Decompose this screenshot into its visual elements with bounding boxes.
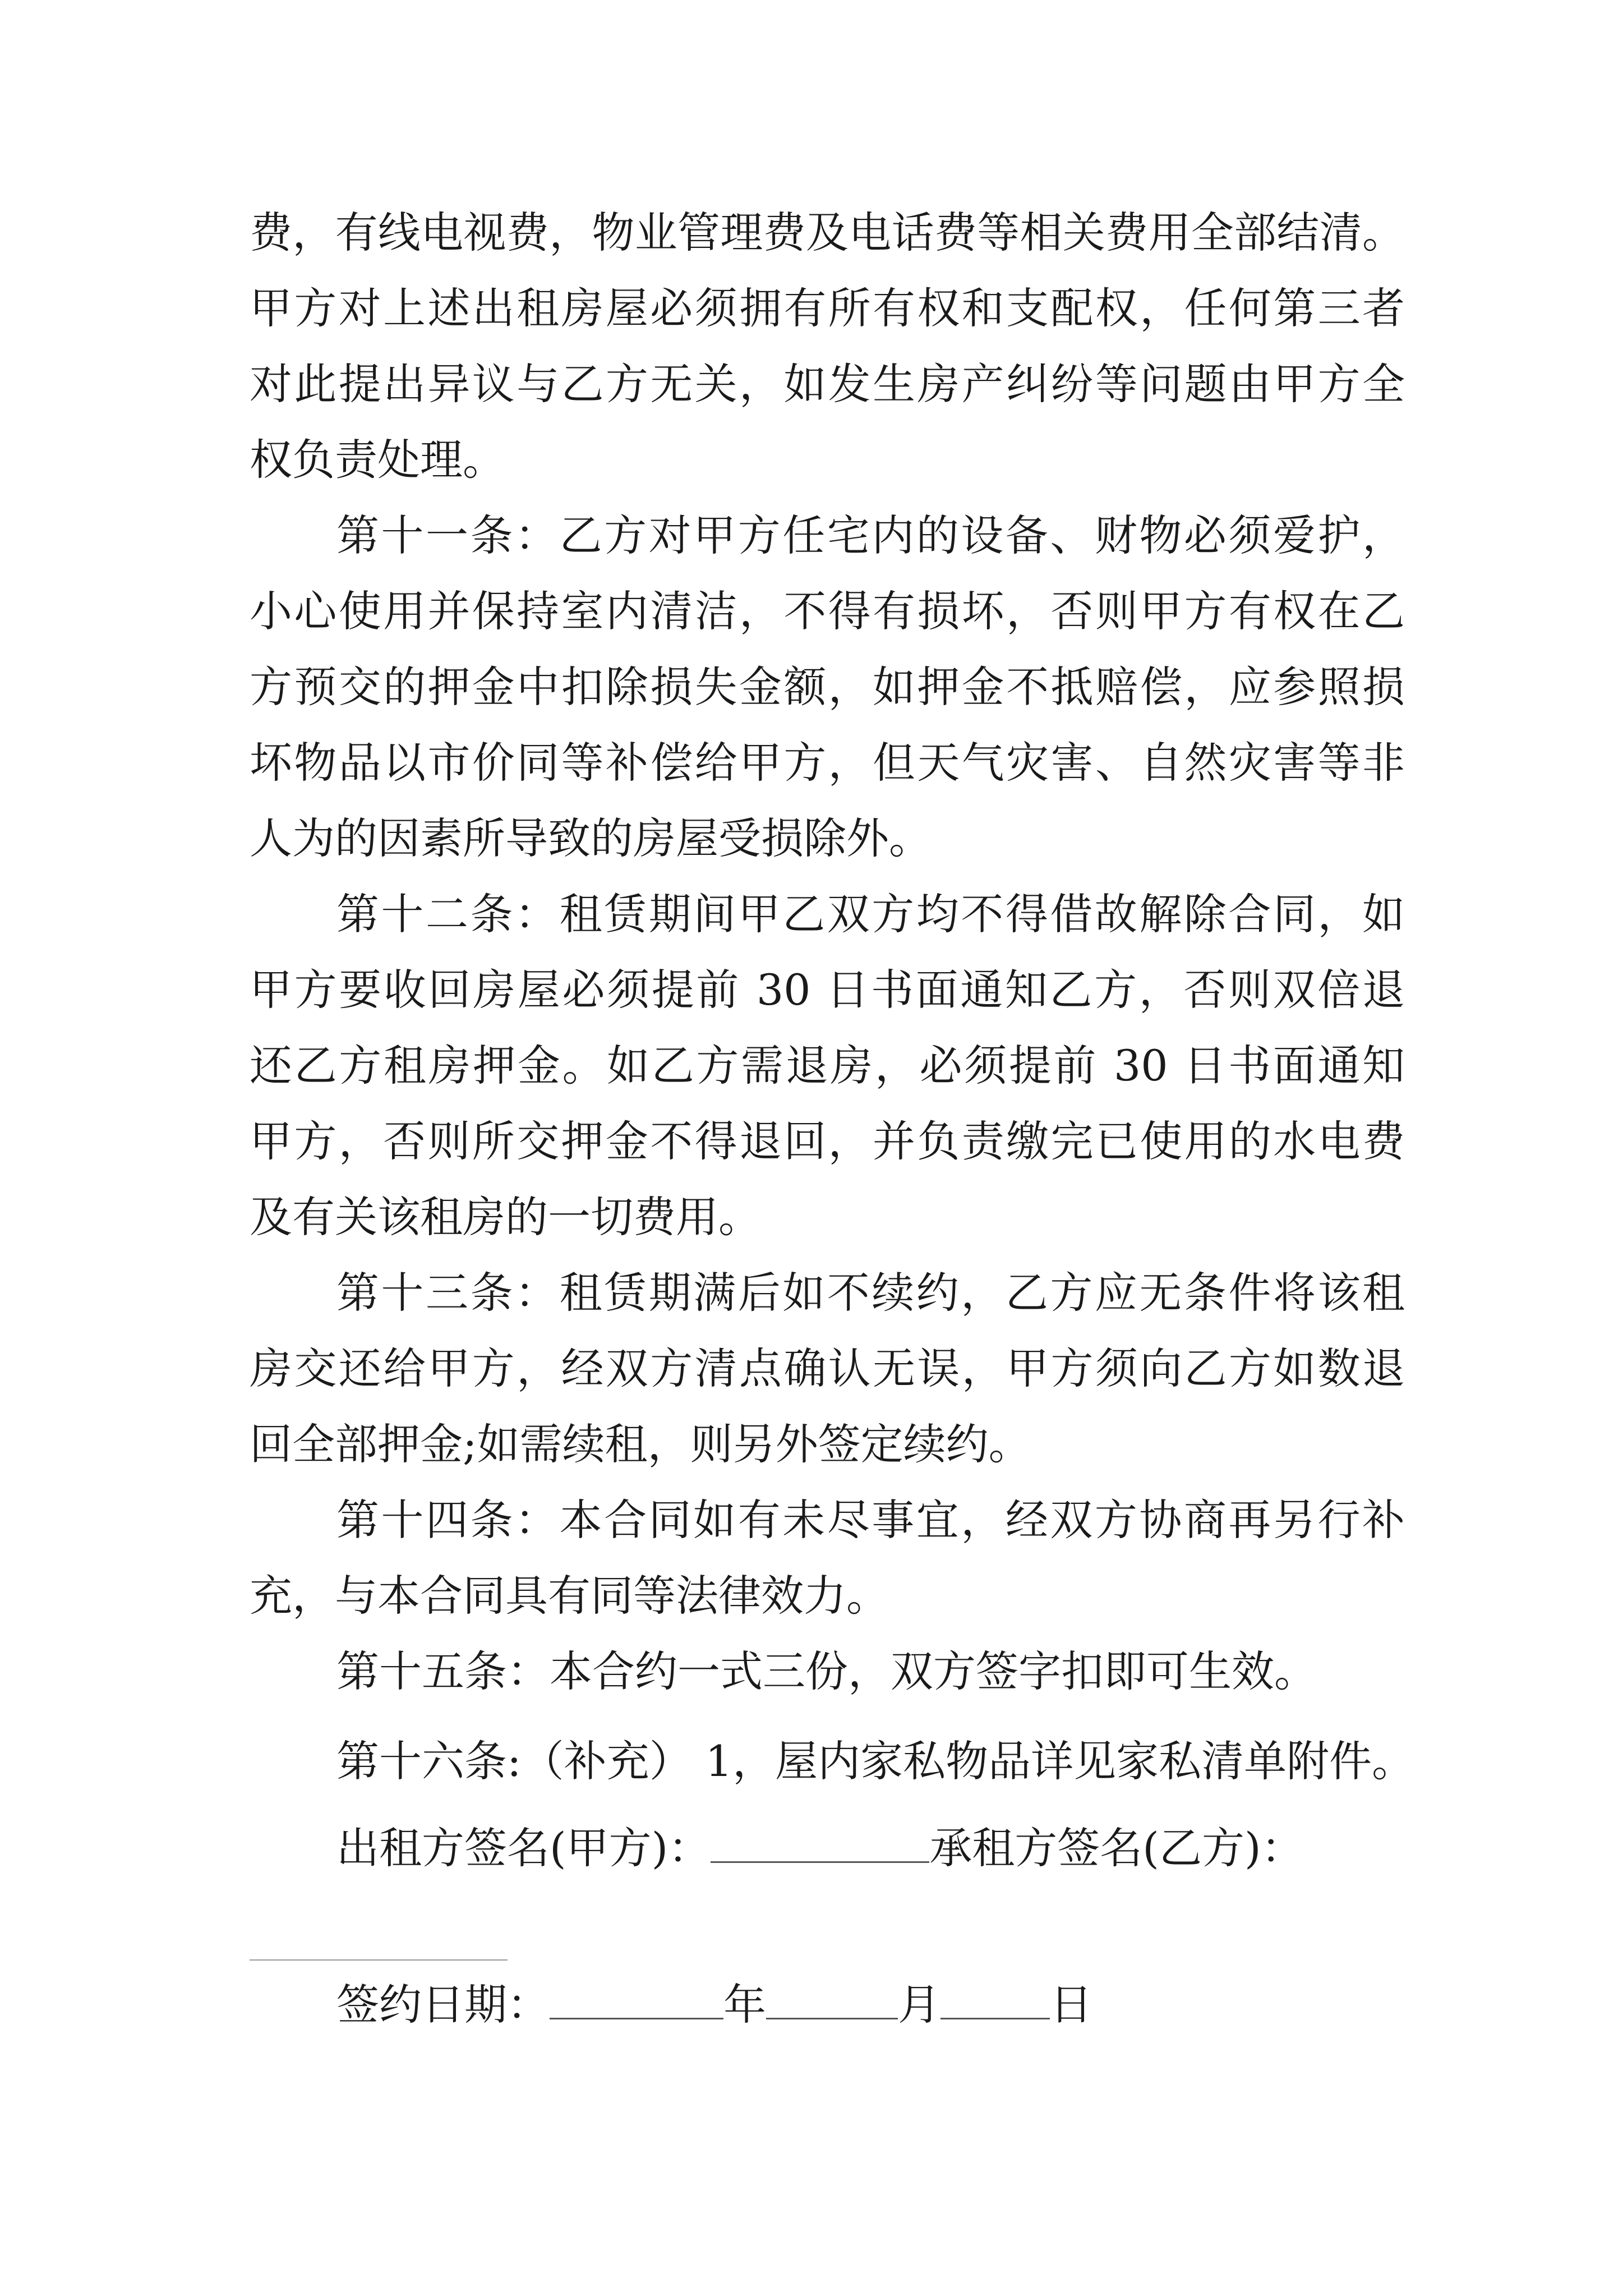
paragraph-line: 权负责处理。 [250, 435, 505, 485]
paragraph-line: 甲方，否则所交押金不得退回，并负责缴完已使用的水电费 [250, 1116, 1405, 1166]
month-label: 月 [898, 1980, 940, 2030]
article-15-line: 第十五条：本合约一式三份，双方签字扣即可生效。 [336, 1646, 1317, 1696]
paragraph-line: 充，与本合同具有同等法律效力。 [250, 1571, 889, 1621]
paragraph-line: 及有关该租房的一切费用。 [250, 1192, 761, 1242]
paragraph-line: 小心使用并保持室内清洁，不得有损坏，否则甲方有权在乙 [250, 586, 1405, 636]
signing-date-row [336, 1977, 1092, 2033]
month-blank[interactable] [766, 1978, 898, 2019]
signing-date-label: 签约日期： [336, 1980, 550, 2030]
day-blank[interactable] [940, 1978, 1050, 2019]
paragraph-line: 方预交的押金中扣除损失金额，如押金不抵赔偿，应参照损 [250, 662, 1405, 712]
year-blank[interactable] [550, 1978, 723, 2019]
lessee-signature-label: 承租方签名(乙方)： [929, 1823, 1304, 1873]
article-14-line: 第十四条：本合同如有未尽事宜，经双方协商再另行补 [336, 1495, 1405, 1545]
paragraph-line: 回全部押金;如需续租，则另外签定续约。 [250, 1419, 1031, 1469]
paragraph-line: 对此提出异议与乙方无关，如发生房产纠纷等问题由甲方全 [250, 359, 1405, 409]
year-label: 年 [723, 1980, 766, 2030]
paragraph-line: 甲方对上述出租房屋必须拥有所有权和支配权，任何第三者 [250, 283, 1405, 333]
paragraph-line: 还乙方租房押金。如乙方需退房，必须提前 30 日书面通知 [250, 1041, 1405, 1091]
article-12-line: 第十二条：租赁期间甲乙双方均不得借故解除合同，如 [336, 889, 1405, 939]
article-13-line: 第十三条：租赁期满后如不续约，乙方应无条件将该租 [336, 1268, 1405, 1318]
article-11-line: 第十一条：乙方对甲方任宅内的设备、财物必须爱护， [336, 510, 1405, 560]
signature-continuation-rule [250, 1959, 508, 1961]
paragraph-line: 房交还给甲方，经双方清点确认无误，甲方须向乙方如数退 [250, 1343, 1405, 1393]
paragraph-line: 甲方要收回房屋必须提前 30 日书面通知乙方，否则双倍退 [250, 965, 1405, 1015]
lessor-signature-label: 出租方签名(甲方)： [336, 1823, 711, 1873]
day-label: 日 [1050, 1980, 1092, 2030]
paragraph-line: 坏物品以市价同等补偿给甲方，但天气灾害、自然灾害等非 [250, 738, 1405, 788]
article-16-line: 第十六条:（补充） 1，屋内家私物品详见家私清单附件。 [336, 1736, 1415, 1786]
paragraph-line: 费，有线电视费，物业管理费及电话费等相关费用全部结清。 [250, 208, 1405, 257]
signature-row [336, 1820, 1304, 1876]
paragraph-line: 人为的因素所导致的房屋受损除外。 [250, 813, 932, 863]
lessor-signature-blank[interactable] [711, 1822, 929, 1863]
